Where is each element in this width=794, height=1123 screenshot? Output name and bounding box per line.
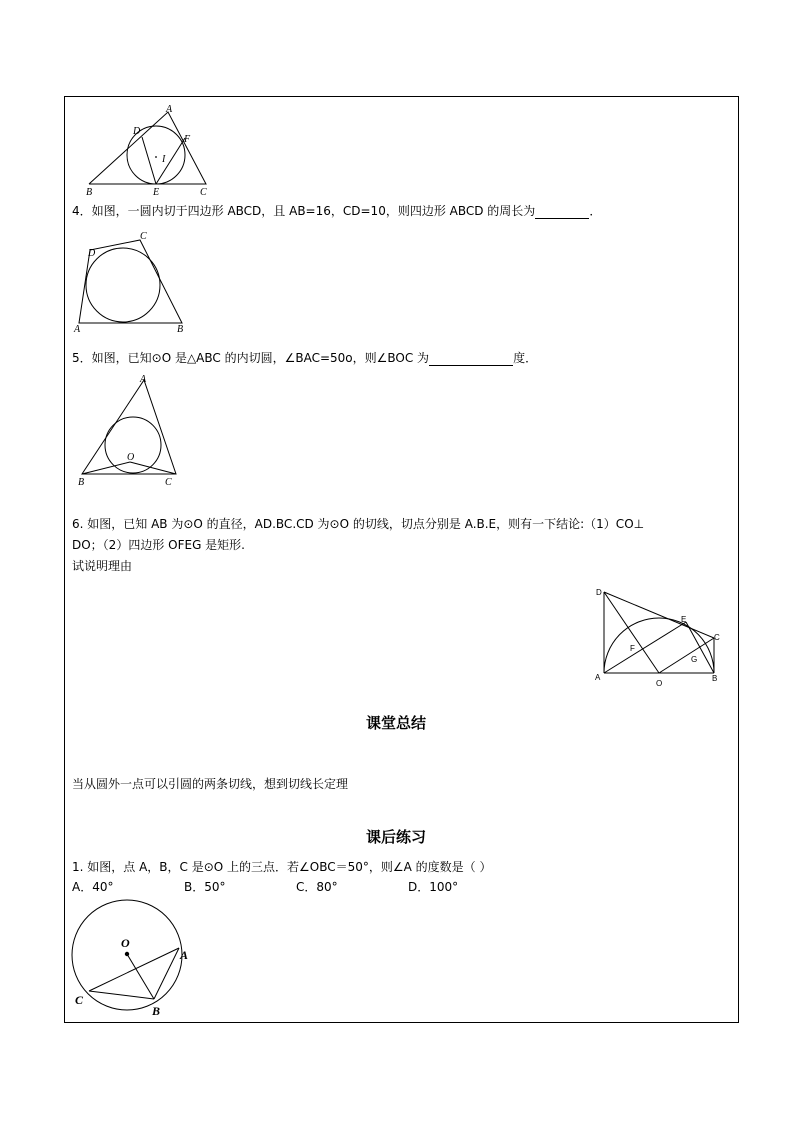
homework-question-1: 1. 如图，点 A，B，C 是⊙O 上的三点．若∠OBC＝50°，则∠A 的度数是（ ）: [72, 860, 492, 874]
summary-heading: 课堂总结: [366, 714, 427, 732]
question-4-tail: ．: [589, 204, 602, 218]
question-5-text: 5．如图，已知⊙O 是△ABC 的内切圆，∠BAC=50o，则∠BOC 为: [72, 351, 430, 365]
label-b: B: [177, 324, 184, 335]
question-6-line-1: 6. 如图，已知 AB 为⊙O 的直径，AD.BC.CD 为⊙O 的切线，切点分别是 A.B.E，则有一下结论:（1）CO⊥: [72, 517, 645, 531]
option-b[interactable]: B．50°: [184, 880, 226, 894]
label-a: A: [180, 948, 189, 962]
figure-quadrilateral-incircle: [72, 228, 192, 338]
figure-semicircle-tangents: [592, 584, 732, 689]
option-a[interactable]: A．40°: [72, 880, 114, 894]
label-a: A: [74, 324, 81, 335]
label-d: D: [133, 126, 141, 137]
question-5-tail: 度．: [513, 351, 538, 365]
label-d: D: [88, 248, 96, 259]
label-c: C: [200, 187, 207, 198]
label-b: B: [86, 187, 93, 198]
label-b: B: [712, 674, 718, 683]
label-a: A: [166, 104, 173, 115]
label-o: O: [127, 452, 135, 463]
label-d: D: [596, 588, 602, 597]
figure-circle-inscribed-triangle: [68, 898, 208, 1023]
answer-blank-5[interactable]: [429, 353, 513, 366]
label-b: B: [78, 477, 85, 488]
label-o: O: [121, 936, 130, 950]
label-b: B: [152, 1004, 161, 1018]
label-e: E: [153, 187, 160, 198]
option-c[interactable]: C．80°: [296, 880, 338, 894]
label-e: E: [681, 615, 687, 624]
homework-heading: 课后练习: [366, 828, 427, 846]
answer-blank-4[interactable]: [535, 206, 589, 219]
figure-triangle-incircle-2: [76, 372, 186, 487]
question-6-line-3: 试说明理由: [72, 559, 133, 573]
label-f: F: [184, 134, 191, 145]
figure-triangle-incircle-1: [80, 100, 220, 200]
question-5: [72, 350, 537, 366]
question-4-text: 4．如图，一圆内切于四边形 ABCD，且 AB=16，CD=10，则四边形 ABCD 的周长为: [72, 204, 536, 218]
label-f: F: [630, 644, 635, 653]
label-i: I: [162, 154, 166, 165]
label-c: C: [75, 993, 84, 1007]
label-o: O: [656, 679, 663, 688]
label-a: A: [595, 673, 601, 682]
label-g: G: [691, 655, 698, 664]
label-a: A: [140, 374, 147, 385]
label-c: C: [165, 477, 172, 488]
label-c: C: [140, 231, 147, 242]
label-c: C: [714, 633, 720, 642]
option-d[interactable]: D．100°: [408, 880, 459, 894]
question-4: [72, 203, 601, 219]
summary-text: 当从圆外一点可以引圆的两条切线，想到切线长定理: [72, 777, 349, 791]
question-6-line-2: DO；（2）四边形 OFEG 是矩形.: [72, 538, 245, 552]
